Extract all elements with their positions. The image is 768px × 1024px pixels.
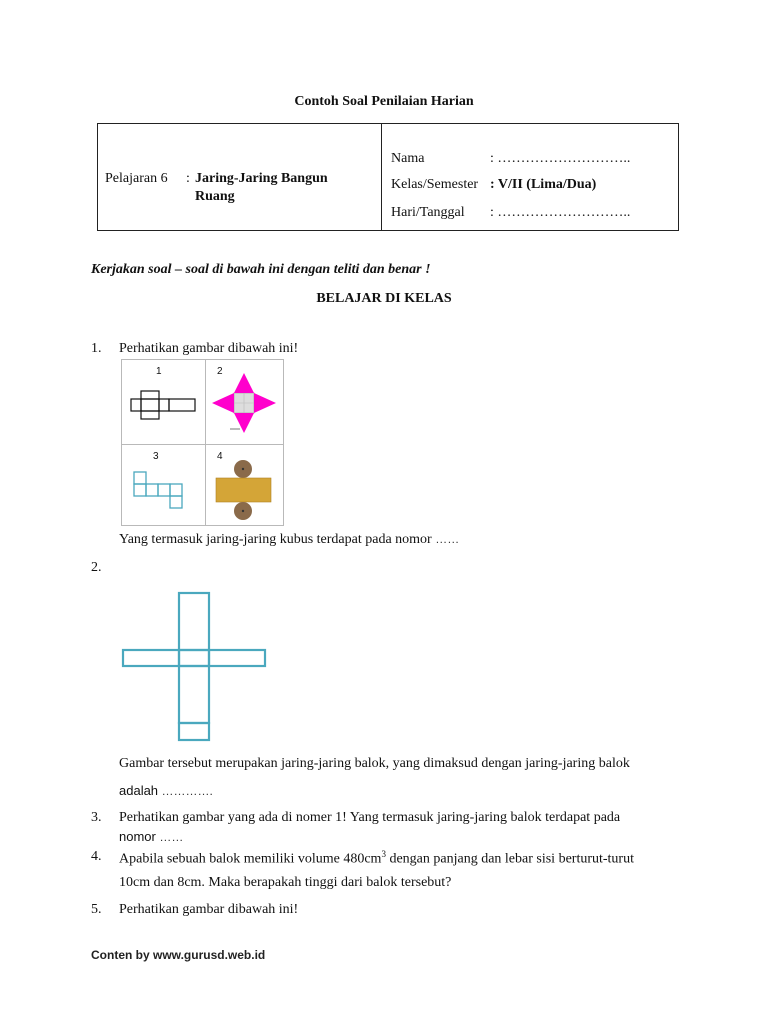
q3-text-line2: nomor [119, 829, 156, 844]
q1-answer-dots: …… [435, 532, 460, 546]
q2-answer-dots: …………. [161, 784, 213, 798]
page-title: Contoh Soal Penilaian Harian [294, 94, 474, 109]
q2-text-line2: adalah [119, 783, 159, 798]
q1-net-1-figure [131, 389, 197, 425]
q3-number: 3. [91, 810, 102, 825]
pelajaran-value-line1: Jaring-Jaring Bangun [195, 171, 328, 186]
header-divider [381, 123, 382, 231]
q1-net-4-figure [214, 460, 274, 522]
q2-number: 2. [91, 560, 102, 575]
instruction: Kerjakan soal – soal di bawah ini dengan teliti dan benar ! [91, 262, 431, 277]
q4-number: 4. [91, 849, 102, 864]
q4-text-line2: 10cm dan 8cm. Maka berapakah tinggi dari balok tersebut? [119, 875, 452, 890]
hari-value: : ……………………….. [490, 205, 631, 220]
q1-grid-horizontal-line [121, 444, 284, 445]
nama-label: Nama [391, 151, 425, 166]
q2-net-figure [121, 591, 267, 743]
q1-cell-2-number: 2 [217, 366, 223, 377]
pelajaran-value-line2: Ruang [195, 189, 235, 204]
q3-text-line1: Perhatikan gambar yang ada di nomer 1! Yang termasuk jaring-jaring balok terdapat pada [119, 810, 621, 825]
q3-answer-dots: …… [159, 830, 184, 844]
q1-grid-vertical-line [205, 359, 206, 526]
q4-text-part1: Apabila sebuah balok memiliki volume 480cm [119, 851, 382, 867]
q1-number: 1. [91, 341, 102, 356]
q1-cell-4-number: 4 [217, 451, 223, 462]
q5-text: Perhatikan gambar dibawah ini! [119, 902, 299, 917]
q3-text-line2-wrap [119, 829, 183, 846]
q1-net-2-figure [212, 373, 278, 433]
nama-value: : ……………………….. [490, 151, 631, 166]
q2-text-line2-wrap [119, 783, 213, 800]
hari-label: Hari/Tanggal [391, 205, 465, 220]
q1-net-3-figure [133, 471, 189, 513]
q5-number: 5. [91, 902, 102, 917]
q1-cell-1-number: 1 [156, 366, 162, 377]
kelas-label: Kelas/Semester [391, 177, 479, 192]
q2-text-line1: Gambar tersebut merupakan jaring-jaring balok, yang dimaksud dengan jaring-jaring balok [119, 756, 630, 771]
q4-superscript: 3 [381, 849, 386, 859]
q1-answer-line [119, 532, 459, 548]
q1-cell-3-number: 3 [153, 451, 159, 462]
pelajaran-separator: : [186, 171, 190, 186]
q1-text: Perhatikan gambar dibawah ini! [119, 341, 299, 356]
q1-answer-prompt: Yang termasuk jaring-jaring kubus terdapat pada nomor [119, 532, 432, 547]
q4-text-part2: dengan panjang dan lebar sisi berturut-turut [385, 851, 634, 867]
pelajaran-label: Pelajaran 6 [105, 171, 168, 186]
q4-text-line1 [119, 849, 634, 868]
footer-site-link[interactable]: www.gurusd.web.id [153, 948, 266, 962]
kelas-value: : V/II (Lima/Dua) [490, 177, 597, 192]
footer-prefix: Conten by [91, 948, 150, 962]
footer-credit [91, 948, 265, 962]
section-heading: BELAJAR DI KELAS [316, 291, 452, 306]
